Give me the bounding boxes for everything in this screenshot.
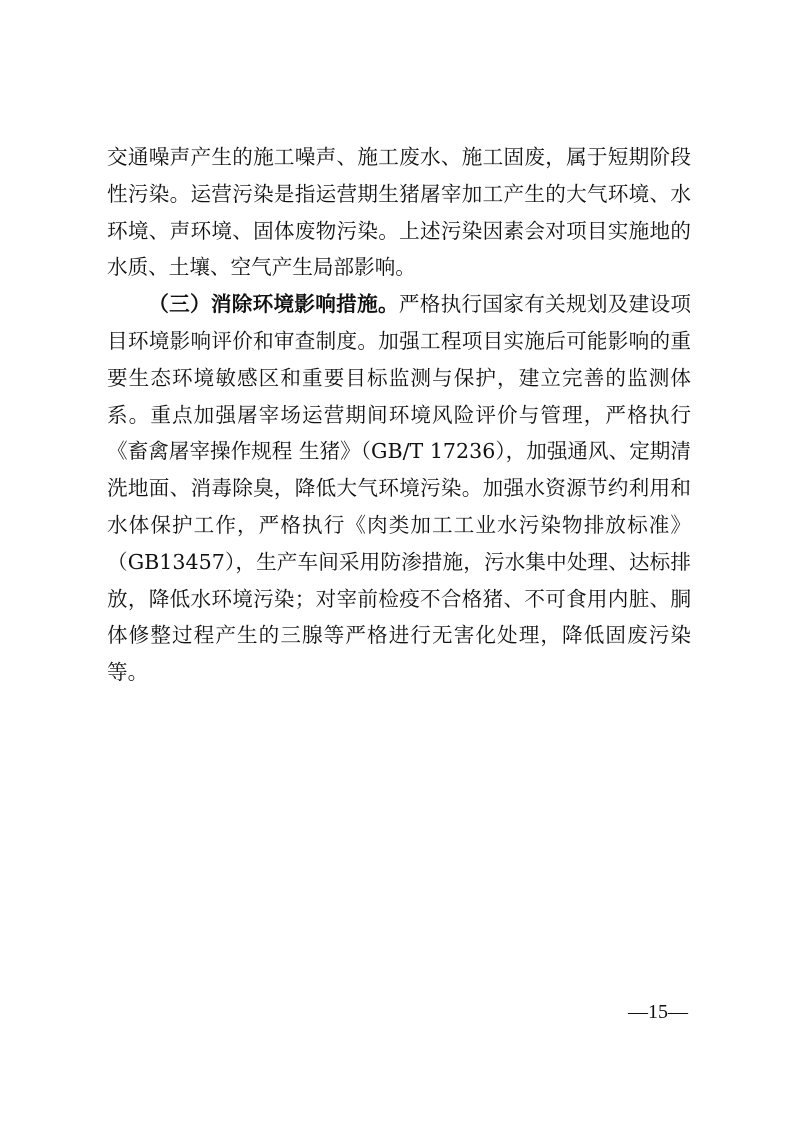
section-body: 严格执行国家有关规划及建设项目环境影响评价和审查制度。加强工程项目实施后可能影响的重要生态环境敏感区和重要目标监测与保护，建立完善的监测体系。重点加强屠宰场运营期间环境风险评价与管理，严格执行《畜禽屠宰操作规程 生猪》（GB/T 17236），加强通风、定期清洗地面、消毒除臭，降低大气环境污染。加强水资源节约利用和水体保护工作，严格执行《肉类加工工业水污染物排放标准》（GB13457），生产车间采用防渗措施，污水集中处理、达标排放，降低水环境污染；对宰前检疫不合格猪、不可食用内脏、胴体修整过程产生的三腺等严格进行无害化处理，降低固废污染等。 bbox=[107, 292, 692, 685]
body-text bbox=[107, 139, 691, 691]
paragraph-continuation: 交通噪声产生的施工噪声、施工废水、施工固废，属于短期阶段性污染。运营污染是指运营期生猪屠宰加工产生的大气环境、水环境、声环境、固体废物污染。上述污染因素会对项目实施地的水质、土壤、空气产生局部影响。 bbox=[107, 145, 691, 280]
paragraph-measures bbox=[107, 286, 691, 691]
page-number: —15— bbox=[628, 1001, 688, 1023]
section-heading: （三）消除环境影响措施。 bbox=[148, 292, 399, 317]
